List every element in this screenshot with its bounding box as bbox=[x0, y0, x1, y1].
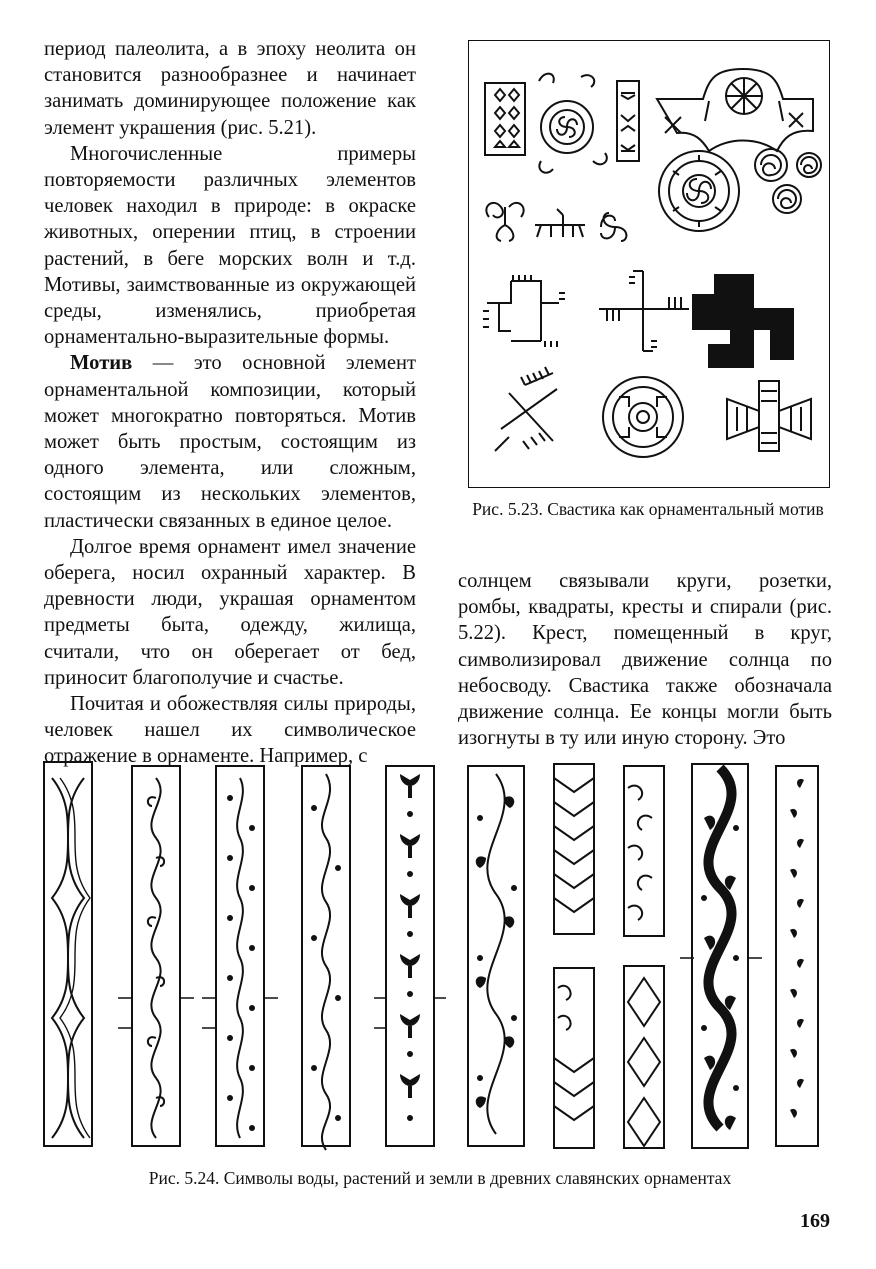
triple-spiral-ornament bbox=[755, 149, 821, 213]
circle-swastika-ornament bbox=[539, 74, 607, 173]
cut-marks bbox=[118, 958, 762, 1028]
right-text-column bbox=[458, 568, 832, 751]
left-text-column bbox=[44, 36, 416, 770]
dotted-wave-strip bbox=[216, 766, 264, 1146]
rosette-circle-ornament bbox=[659, 151, 739, 231]
rune-ornament bbox=[535, 209, 585, 237]
term-dash: — bbox=[132, 352, 194, 375]
spiral-swastika-ornament bbox=[486, 203, 523, 241]
curved-swastika-ornament bbox=[601, 213, 626, 241]
comb-swastika-1 bbox=[483, 275, 565, 347]
scroll-leaf-strip bbox=[468, 766, 524, 1146]
wave-curl-strip bbox=[132, 766, 180, 1146]
rhombus-panel-ornament bbox=[485, 83, 525, 155]
paragraph bbox=[44, 350, 416, 533]
sprout-strip bbox=[386, 766, 434, 1146]
rhombus-comb-strip bbox=[624, 766, 664, 1148]
sun-arch-ornament bbox=[657, 69, 813, 151]
dotted-vine-strip bbox=[302, 766, 350, 1150]
comma-wave-strip bbox=[776, 766, 818, 1146]
comb-swastika-2 bbox=[599, 271, 689, 351]
paragraph: Долгое время орнамент имел значение оберега, носил охранный характер. В древности люди, украшая орнаментом предметы быта, одежду, жилища, считали, что он оберегает от бед, приносит благополучие и счастье. bbox=[44, 535, 416, 689]
paragraph: период палеолита, а в эпоху неолита он становится разнообразнее и начинает занимать доминирующее положение как элемент украшения (рис. 5.21). bbox=[44, 38, 416, 139]
definition-text: это основной элемент орнаментальной композиции, который может многократно повторяться. Мотив может быть простым, состоящим из одного элемента, или сложным, состоящим из нескольких элементов, пластически связанных в единое целое. bbox=[44, 352, 416, 532]
filled-swastika bbox=[693, 275, 793, 367]
figure-5-23-caption: Рис. 5.23. Свастика как орнаментальный мотив bbox=[472, 499, 824, 519]
comb-sun-swastika bbox=[495, 367, 557, 451]
term-motif: Мотив bbox=[70, 352, 133, 375]
figure-ornament-strips bbox=[40, 758, 840, 1163]
paragraph: Почитая и обожествляя силы природы, человек нашел их символическое отражение в орнаменте. Например, с bbox=[44, 693, 416, 768]
chevron-earth-strip bbox=[554, 764, 594, 1148]
braided-water-strip bbox=[44, 762, 92, 1146]
concentric-circle-ornament bbox=[603, 377, 683, 457]
fan-cross-ornament bbox=[727, 381, 811, 451]
paragraph: солнцем связывали круги, розетки, ромбы, квадраты, кресты и спирали (рис. 5.22). Крест, помещенный в круг, символизировал движение солнца по небосводу. Свастика также обозначала движение солнца. Ее концы могли быть изогнуты в ту или иную сторону. Это bbox=[458, 570, 832, 750]
figure-swastika-motifs bbox=[468, 40, 830, 488]
paragraph: Многочисленные примеры повторяемости различных элементов человек находил в природе: в окраске животных, оперении птиц, в строении растений, в беге морских волн и т.д. Мотивы, заимствованные из окружающей среды, изменялись, приобретая орнаментально-выразительные формы. bbox=[44, 142, 416, 349]
black-wave-strip bbox=[692, 764, 748, 1148]
page-number: 169 bbox=[800, 1210, 830, 1232]
vertical-panel-ornament bbox=[617, 81, 639, 161]
figure-5-24-caption: Рис. 5.24. Символы воды, растений и земли в древних славянских орнаментах bbox=[148, 1168, 732, 1188]
